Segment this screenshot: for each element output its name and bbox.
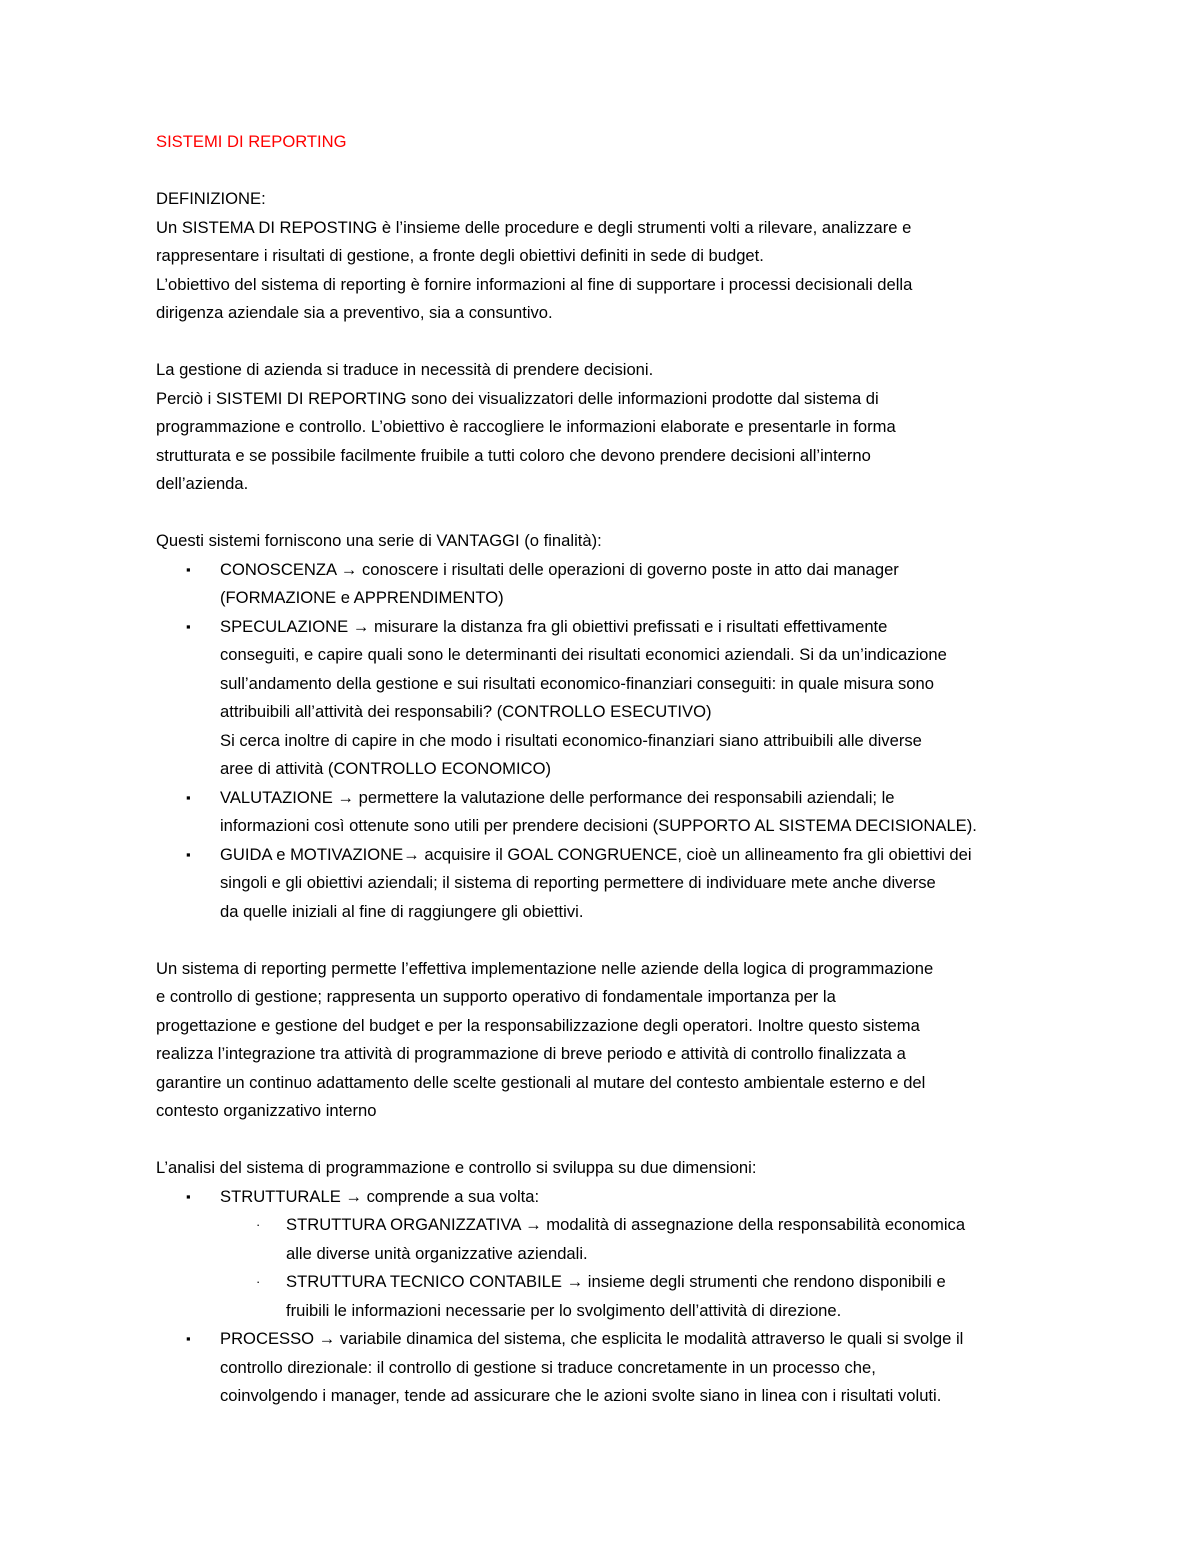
vantaggi-list xyxy=(156,556,1050,927)
text-line: SPECULAZIONE → misurare la distanza fra gli obiettivi prefissati e i risultati effettivamente xyxy=(220,616,888,636)
text-line: Un SISTEMA DI REPOSTING è l’insieme delle procedure e degli strumenti volti a rilevare, analizzare e xyxy=(156,217,912,237)
square-bullet-icon: ▪ xyxy=(186,1331,191,1346)
section-definizione xyxy=(156,185,1050,328)
text-line: progettazione e gestione del budget e per la responsabilizzazione degli operatori. Inoltre questo sistema xyxy=(156,1015,920,1035)
analisi-list xyxy=(156,1183,1050,1411)
document-title: SISTEMI DI REPORTING xyxy=(156,132,347,151)
text-line: alle diverse unità organizzative aziendali. xyxy=(286,1243,588,1263)
text-line: programmazione e controllo. L’obiettivo è raccogliere le informazioni elaborate e presentarle in forma xyxy=(156,417,896,436)
text-line: conseguiti, e capire quali sono le determinanti dei risultati economici aziendali. Si da un’indicazione xyxy=(220,645,947,664)
text-line: e controllo di gestione; rappresenta un supporto operativo di fondamentale importanza per la xyxy=(156,987,836,1006)
text-line: attribuibili all’attività dei responsabili? (CONTROLLO ESECUTIVO) xyxy=(220,702,712,721)
strutturale-sublist xyxy=(220,1211,1050,1325)
analisi-intro: L’analisi del sistema di programmazione e controllo si sviluppa su due dimensioni: xyxy=(156,1158,757,1177)
dot-bullet-icon: · xyxy=(256,1217,261,1232)
text-line: sull’andamento della gestione e sui risultati economico-finanziari conseguiti: in quale misura sono xyxy=(220,673,934,693)
square-bullet-icon: ▪ xyxy=(186,846,191,862)
text-line: Un sistema di reporting permette l’effettiva implementazione nelle aziende della logica di programmazione xyxy=(156,958,934,978)
list-item xyxy=(156,1183,1050,1326)
text-line: Si cerca inoltre di capire in che modo i risultati economico-finanziari siano attribuibili alle diverse xyxy=(220,730,922,750)
paragraph-gap xyxy=(156,926,1050,955)
text-line: STRUTTURA ORGANIZZATIVA → modalità di assegnazione della responsabilità economica xyxy=(286,1215,966,1234)
list-item xyxy=(156,841,1050,927)
square-bullet-icon: ▪ xyxy=(186,618,191,634)
list-item xyxy=(156,556,1050,613)
section-analisi xyxy=(156,1154,1050,1411)
text-line: aree di attività (CONTROLLO ECONOMICO) xyxy=(220,759,552,778)
text-line: Perciò i SISTEMI DI REPORTING sono dei visualizzatori delle informazioni prodotte dal sistema di xyxy=(156,388,879,408)
paragraph-gap xyxy=(156,499,1050,528)
sub-list-item xyxy=(220,1211,1050,1268)
paragraph-gap xyxy=(156,1126,1050,1155)
text-line: PROCESSO → variabile dinamica del sistema, che esplicita le modalità attraverso le quali si svolge il xyxy=(220,1329,964,1348)
text-line: dirigenza aziendale sia a preventivo, sia a consuntivo. xyxy=(156,303,553,322)
text-line: L’obiettivo del sistema di reporting è fornire informazioni al fine di supportare i processi decisionali della xyxy=(156,274,913,294)
text-line: CONOSCENZA → conoscere i risultati delle operazioni di governo poste in atto dai manager xyxy=(220,559,899,579)
vantaggi-intro: Questi sistemi forniscono una serie di VANTAGGI (o finalità): xyxy=(156,531,602,550)
text-line: strutturata e se possibile facilmente fruibile a tutti coloro che devono prendere decisioni all’interno xyxy=(156,445,871,465)
text-line: singoli e gli obiettivi aziendali; il sistema di reporting permettere di individuare mete anche diverse xyxy=(220,873,936,892)
text-line: controllo direzionale: il controllo di gestione si traduce concretamente in un processo che, xyxy=(220,1357,876,1377)
text-line: La gestione di azienda si traduce in necessità di prendere decisioni. xyxy=(156,360,654,379)
square-bullet-icon: ▪ xyxy=(186,1188,191,1204)
text-line: coinvolgendo i manager, tende ad assicurare che le azioni svolte siano in linea con i risultati voluti. xyxy=(220,1386,942,1405)
sub-list-item xyxy=(220,1268,1050,1325)
section-gestione xyxy=(156,356,1050,499)
text-line: contesto organizzativo interno xyxy=(156,1101,377,1120)
definizione-heading: DEFINIZIONE: xyxy=(156,189,266,208)
text-line: dell’azienda. xyxy=(156,474,249,493)
text-line: da quelle iniziali al fine di raggiungere gli obiettivi. xyxy=(220,901,584,921)
section-vantaggi xyxy=(156,527,1050,926)
paragraph-gap xyxy=(156,328,1050,357)
square-bullet-icon: ▪ xyxy=(186,561,191,577)
text-line: fruibili le informazioni necessarie per lo svolgimento dell’attività di direzione. xyxy=(286,1300,842,1320)
text-line: realizza l’integrazione tra attività di programmazione di breve periodo e attività di controllo finalizzata a xyxy=(156,1044,906,1063)
text-line: (FORMAZIONE e APPRENDIMENTO) xyxy=(220,588,504,607)
list-item xyxy=(156,1325,1050,1411)
text-line: STRUTTURA TECNICO CONTABILE → insieme degli strumenti che rendono disponibili e xyxy=(286,1272,946,1291)
square-bullet-icon: ▪ xyxy=(186,789,191,805)
text-line: VALUTAZIONE → permettere la valutazione delle performance dei responsabili aziendali; le xyxy=(220,787,895,807)
list-item xyxy=(156,613,1050,784)
section-implementazione xyxy=(156,955,1050,1126)
text-line: STRUTTURALE → comprende a sua volta: xyxy=(220,1186,540,1206)
dot-bullet-icon: · xyxy=(256,1274,261,1289)
text-line: informazioni così ottenute sono utili per prendere decisioni (SUPPORTO AL SISTEMA DECISIONALE). xyxy=(220,816,977,835)
text-line: garantire un continuo adattamento delle scelte gestionali al mutare del contesto ambientale esterno e del xyxy=(156,1072,926,1092)
list-item xyxy=(156,784,1050,841)
text-line: GUIDA e MOTIVAZIONE→ acquisire il GOAL CONGRUENCE, cioè un allineamento fra gli obiettivi dei xyxy=(220,844,972,864)
text-line: rappresentare i risultati di gestione, a fronte degli obiettivi definiti in sede di budget. xyxy=(156,246,764,265)
